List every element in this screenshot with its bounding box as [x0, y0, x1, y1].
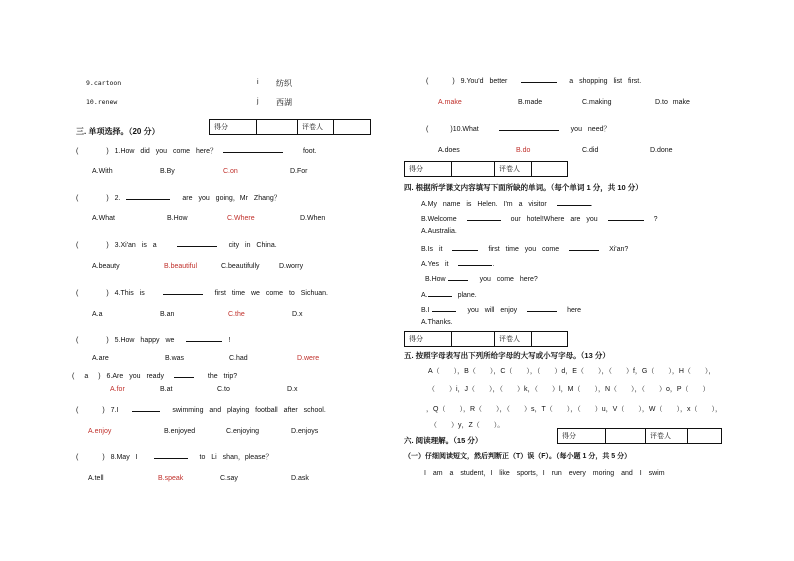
- answer-blank[interactable]: [126, 192, 170, 200]
- question-9: ( ) 9.You'd better a shopping list first.: [426, 75, 641, 85]
- grader-cell[interactable]: [532, 332, 568, 347]
- letters-row-4: （ ）y，Z（ ）。: [430, 422, 505, 429]
- q5-option-d: D.were: [297, 355, 320, 362]
- grader-cell[interactable]: [532, 162, 568, 177]
- match-left-10: 10.renew: [86, 98, 118, 106]
- q2-option-a: A.What: [92, 215, 115, 222]
- section-5-title: 五. 按照字母表写出下列所给字母的大写或小写字母。（13 分）: [404, 351, 610, 360]
- q3-option-b: B.beautiful: [164, 263, 198, 270]
- q3-option-d: D.worry: [279, 263, 304, 270]
- q10-option-c: C.did: [582, 147, 599, 154]
- question-7: ( ) 7.I swimming and playing football after school.: [76, 404, 326, 414]
- score-box-4: [404, 161, 568, 177]
- score-label: 得分: [210, 120, 257, 135]
- answer-blank[interactable]: [132, 404, 160, 412]
- score-label: 得分: [405, 332, 452, 347]
- answer-blank[interactable]: [223, 145, 283, 153]
- q10-option-a: A.does: [438, 147, 460, 154]
- dialog-line-3: A.Australia.: [421, 228, 457, 235]
- q1-option-d: D.For: [290, 168, 308, 175]
- score-cell[interactable]: [452, 162, 495, 177]
- answer-blank[interactable]: [557, 198, 591, 206]
- score-cell[interactable]: [257, 120, 298, 135]
- answer-blank[interactable]: [154, 451, 188, 459]
- q4-option-c: C.the: [228, 311, 245, 318]
- question-8: ( ) 8.May I to Li shan，please？: [76, 451, 272, 462]
- q2-option-b: B.How: [167, 215, 188, 222]
- answer-blank[interactable]: [458, 258, 492, 266]
- q1-option-c: C.on: [223, 168, 238, 175]
- match-letter-i: i: [257, 79, 259, 86]
- letters-row-2: （ ）i，J（ ），（ ）k，（ ）l，M（ ），N（ ），（ ）o，P（ ）: [428, 386, 710, 393]
- question-2: ( ) 2. are you going，Mr Zhang？: [76, 192, 281, 203]
- q10-option-d: D.done: [650, 147, 673, 154]
- q9-option-d: D.to make: [655, 99, 690, 106]
- score-box-5: [404, 331, 568, 347]
- q1-option-a: A.With: [92, 168, 113, 175]
- grader-label: 评卷人: [495, 332, 532, 347]
- grader-label: 评卷人: [298, 120, 334, 135]
- q9-option-a: A.make: [438, 99, 462, 106]
- dialog-line-5: A.Yes it .: [421, 258, 494, 268]
- score-box-3: [209, 119, 371, 135]
- q7-option-c: C.enjoying: [226, 428, 260, 435]
- score-label: 得分: [405, 162, 452, 177]
- score-label: 得分: [558, 429, 606, 444]
- grader-cell[interactable]: [688, 429, 722, 444]
- q3-option-a: A.beauty: [92, 263, 120, 270]
- dialog-line-6: B.How you come here?: [425, 273, 538, 283]
- q9-option-c: C.making: [582, 99, 612, 106]
- answer-blank[interactable]: [452, 243, 478, 251]
- match-right-10: 西湖: [276, 98, 292, 107]
- question-5: ( ) 5.How happy we !: [76, 334, 230, 344]
- question-10: ( )10.What you need？: [426, 123, 610, 134]
- q8-option-d: D.ask: [291, 475, 309, 482]
- dialog-line-4: B.Is it first time you come Xi'an?: [421, 243, 628, 253]
- q4-option-a: A.a: [92, 311, 103, 318]
- dialog-line-8: B.I you will enjoy here: [421, 304, 581, 314]
- question-6: ( a ) 6.Are you ready the trip?: [72, 370, 237, 380]
- q9-option-b: B.made: [518, 99, 543, 106]
- answer-blank[interactable]: [428, 289, 452, 297]
- dialog-line-1: A.My name is Helen. I'm a visitor .: [421, 198, 593, 208]
- q8-option-b: B.speak: [158, 475, 184, 482]
- q5-option-c: C.had: [229, 355, 248, 362]
- letters-row-3: ，Q（ ），R（ ），（ ）s，T（ ），（ ）u，V（ ），W（ ），x（ ），: [426, 406, 722, 413]
- grader-label: 评卷人: [646, 429, 688, 444]
- answer-blank[interactable]: [527, 304, 557, 312]
- answer-blank[interactable]: [521, 75, 557, 83]
- answer-blank[interactable]: [608, 213, 644, 221]
- answer-blank[interactable]: [432, 304, 456, 312]
- score-box-6: [557, 428, 722, 444]
- answer-blank[interactable]: [186, 334, 222, 342]
- q8-option-c: C.say: [220, 475, 238, 482]
- q10-option-b: B.do: [516, 147, 531, 154]
- section-6-subtitle: （一）仔细阅读短文，然后判断正（T）误（F）。（每小题 1 分，共 5 分）: [404, 453, 632, 460]
- q2-option-d: D.When: [300, 215, 326, 222]
- match-right-9: 纺织: [276, 79, 292, 88]
- question-1: ( ) 1.How did you come here？ foot.: [76, 145, 317, 156]
- q4-option-d: D.x: [292, 311, 303, 318]
- score-cell[interactable]: [606, 429, 646, 444]
- answer-blank[interactable]: [569, 243, 599, 251]
- match-left-9: 9.cartoon: [86, 79, 122, 87]
- q7-option-a: A.enjoy: [88, 428, 112, 435]
- grader-label: 评卷人: [495, 162, 532, 177]
- q7-option-b: B.enjoyed: [164, 428, 196, 435]
- q2-option-c: C.Where: [227, 215, 255, 222]
- letters-row-1: A（ ），B（ ），C（ ），（ ）d，E（ ），（ ）f，G（ ），H（ ），: [428, 368, 716, 375]
- answer-blank[interactable]: [177, 239, 217, 247]
- grader-cell[interactable]: [334, 120, 371, 135]
- match-letter-j: j: [257, 98, 259, 105]
- score-cell[interactable]: [452, 332, 495, 347]
- q3-option-c: C.beautifully: [221, 263, 260, 270]
- q8-option-a: A.tell: [88, 475, 104, 482]
- dialog-line-2: B.Welcome our hotel!Where are you ?: [421, 213, 658, 223]
- q6-option-a: A.for: [110, 386, 125, 393]
- reading-passage: I am a student，I like sports，I run every moring and I swim: [424, 470, 665, 477]
- answer-blank[interactable]: [467, 213, 501, 221]
- question-3: ( ) 3.Xi'an is a city in China.: [76, 239, 277, 249]
- q7-option-d: D.enjoys: [291, 428, 319, 435]
- q5-option-b: B.was: [165, 355, 185, 362]
- q1-option-b: B.By: [160, 168, 175, 175]
- dialog-line-9: A.Thanks.: [421, 319, 453, 326]
- q6-option-c: C.to: [217, 386, 230, 393]
- question-4: ( ) 4.This is first time we come to Sichuan.: [76, 287, 328, 297]
- section-4-title: 四. 根据所学课文内容填写下面所缺的单词。（每个单词 1 分，共 10 分）: [404, 183, 643, 192]
- q4-option-b: B.an: [160, 311, 175, 318]
- dialog-line-7: A. plane.: [421, 289, 477, 299]
- q6-option-d: D.x: [287, 386, 298, 393]
- answer-blank[interactable]: [448, 273, 468, 281]
- section-3-title: 三. 单项选择。（20 分）: [76, 127, 160, 136]
- section-6-title: 六. 阅读理解。（15 分）: [404, 436, 483, 445]
- answer-blank[interactable]: [499, 123, 559, 131]
- answer-a: a: [84, 373, 89, 380]
- q5-option-a: A.are: [92, 355, 109, 362]
- answer-blank[interactable]: [163, 287, 203, 295]
- q6-option-b: B.at: [160, 386, 173, 393]
- answer-blank[interactable]: [174, 370, 194, 378]
